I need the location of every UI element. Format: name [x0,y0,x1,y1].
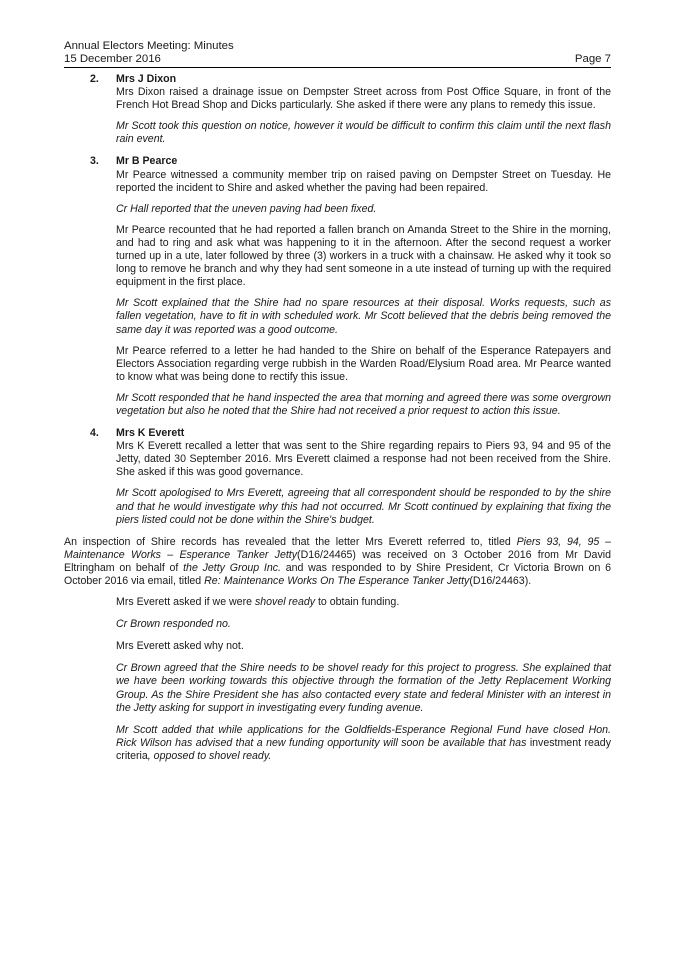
item-body [116,155,611,418]
item-body [116,427,611,527]
speaker-name: Mr B Pearce [116,155,178,168]
response-paragraph: Mr Scott took this question on notice, however it would be difficult to confirm this claim until the next flash rain event. [116,120,611,146]
page-header [64,40,611,68]
emphasis-text: investment ready criteria [116,736,611,762]
inspection-text: (D16/24463). [469,575,532,587]
question-paragraph: Mrs Dixon raised a drainage issue on Dempster Street across from Post Office Square, in front of the French Hot Bread Shop and Dicks particularly. She asked if there were any plans to remedy this issue. [116,86,611,112]
reply-title: Re: Maintenance Works On The Esperance Tanker Jetty [204,575,470,587]
item-number: 3. [90,155,99,168]
inspection-text: and was responded to by Shire President, Cr Victoria Brown on 6 October 2016 via email, titled [64,561,611,587]
followup-response: Cr Brown agreed that the Shire needs to be shovel ready for this project to progress. She explained that we have been working towards this objective through the formation of the Jetty Replacement Working Group. As the Shire President she has also contacted every state and federal Minister with an interest in the Jetty asking for support in investigating every funding avenue. [116,662,611,714]
response-paragraph: Mr Scott explained that the Shire had no spare resources at their disposal. Works requests, such as fallen vegetation, have to fit in with scheduled work. Mr Scott believed that the debris being removed the same day it was reported was a good outcome. [116,297,611,336]
header-row [64,53,611,68]
followup-text: Mr Scott added that while applications for the Goldfields-Esperance Regional Fund have closed Hon. Rick Wilson has advised that a new funding opportunity will soon be available that has [116,723,611,749]
letter-title: Piers 93, 94, 95 – Maintenance Works – Esperance Tanker Jetty [64,535,611,561]
followup-question [116,596,611,609]
followup-response [116,724,611,763]
item-number: 2. [90,73,99,85]
speaker-name: Mrs J Dixon [116,73,177,85]
question-paragraph: Mr Pearce witnessed a community member trip on raised paving on Dempster Street on Tuesday. He reported the incident to Shire and asked whether the paving had been repaired. [116,168,611,194]
emphasis-text: shovel ready [254,596,316,609]
response-paragraph: Mr Scott apologised to Mrs Everett, agreeing that all correspondent should be responded to by the shire and that he would investigate why this had not occurred. Mr Scott continued by explaining that fixing the piers listed could not be done within the Shire's budget. [116,487,611,526]
item-body [116,73,611,146]
speaker-name: Mrs K Everett [116,427,185,440]
question-paragraph: Mr Pearce recounted that he had reported a fallen branch on Amanda Street to the Shire in the morning, and had to ring and ask what was happening to it in the afternoon. After the second request a worker turned up in a ute, later followed by three (3) workers in a truck with a chainsaw. He asked why it took so long to remove he branch and why they had sent someone in a ute instead of turning up with the required equipment in the first place. [116,223,611,289]
minutes-content [64,73,611,772]
page-number: Page 7 [574,53,611,65]
question-item-everett [64,427,611,527]
response-paragraph: Mr Scott responded that he hand inspected the area that morning and agreed there was some overgrown vegetation but also he noted that the Shire had not received a prior request to action this issue. [116,391,611,417]
question-item-pearce [64,155,611,418]
followup-text: to obtain funding. [315,596,400,609]
question-paragraph: Mrs K Everett recalled a letter that was sent to the Shire regarding repairs to Piers 93, 94 and 95 of the Jetty, dated 30 September 2016. Mrs Everett claimed a response had not been received from the Shire. She asked if this was good governance. [116,440,611,479]
meeting-date: 15 December 2016 [64,53,161,65]
followup-text: , opposed to shovel ready. [147,749,272,762]
question-item-dixon [64,73,611,146]
document-title: Annual Electors Meeting: Minutes [64,40,234,52]
organisation-name: the Jetty Group Inc. [183,561,281,574]
followup-text: Mrs Everett asked if we were [116,596,255,609]
followup-response: Cr Brown responded no. [116,618,231,631]
followup-question: Mrs Everett asked why not. [116,640,244,653]
inspection-note [64,536,611,588]
followup-section [116,596,611,763]
response-paragraph: Cr Hall reported that the uneven paving had been fixed. [116,202,377,215]
question-paragraph: Mr Pearce referred to a letter he had handed to the Shire on behalf of the Esperance Ratepayers and Electors Association regarding verge rubbish in the Warden Road/Elysium Road area. Mr Pearce wanted to know what was being done to rectify this issue. [116,344,611,383]
inspection-text: An inspection of Shire records has revealed that the letter Mrs Everett referred to, titled [64,535,517,548]
item-number: 4. [90,427,99,440]
inspection-text: (D16/24465) was received on 3 October 2016 from Mr David Eltringham on behalf of [64,548,611,574]
